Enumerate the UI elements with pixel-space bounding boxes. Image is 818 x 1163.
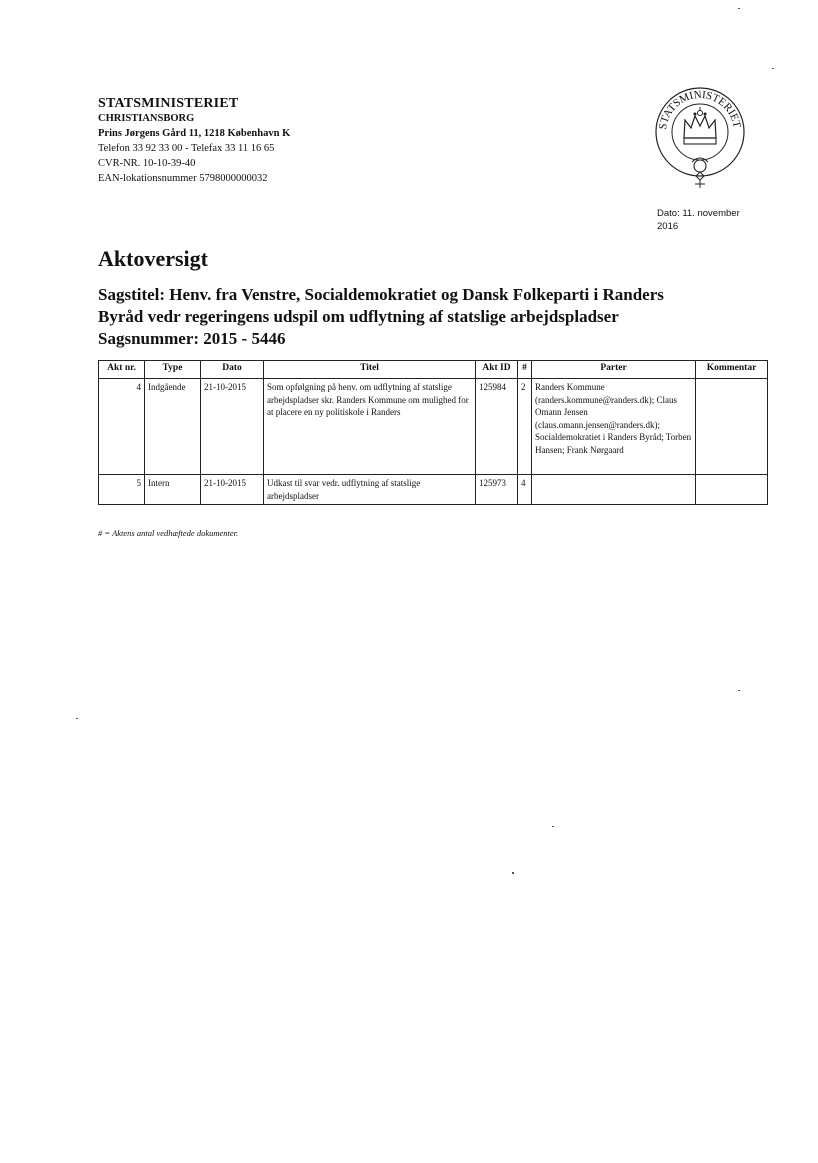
seal-text: STATSMINISTERIET (657, 88, 743, 131)
cell-count: 2 (518, 379, 532, 475)
table-row (99, 475, 768, 505)
cell-parter: Randers Kommune (randers.kommune@randers.dk); Claus Omann Jensen (claus.omann.jensen@randers.dk); Socialdemokratiet i Randers Byråd; Torben Hansen; Frank Nørgaard (532, 379, 696, 475)
cell-akt-id: 125984 (476, 379, 518, 475)
cell-dato: 21-10-2015 (201, 475, 264, 505)
cell-akt-id: 125973 (476, 475, 518, 505)
table-header-row (99, 361, 768, 379)
cell-akt-nr: 5 (99, 475, 145, 505)
column-header-type: Type (145, 361, 201, 379)
date-line: Dato: 11. november (657, 208, 740, 219)
organization-ean: EAN-lokationsnummer 5798000000032 (98, 173, 268, 184)
scan-speck (772, 68, 774, 69)
cell-titel: Udkast til svar vedr. udflytning af statslige arbejdspladser (264, 475, 476, 505)
letterhead (98, 96, 290, 186)
organization-name: STATSMINISTERIET (98, 96, 239, 111)
crown-seal-icon (654, 86, 746, 192)
column-header-titel: Titel (264, 361, 476, 379)
scan-speck (512, 872, 514, 874)
table-footnote: # = Aktens antal vedhæftede dokumenter. (98, 528, 239, 538)
case-number: Sagsnummer: 2015 - 5446 (98, 329, 286, 348)
cell-type: Indgående (145, 379, 201, 475)
acts-table (98, 360, 768, 505)
case-title-line2: Byråd vedr regeringens udspil om udflytning af statslige arbejdspladser (98, 307, 619, 326)
column-header-parter: Parter (532, 361, 696, 379)
organization-place: CHRISTIANSBORG (98, 113, 195, 124)
document-date (657, 207, 767, 233)
table-row (99, 379, 768, 475)
column-header-akt-nr: Akt nr. (99, 361, 145, 379)
cell-kommentar (696, 475, 768, 505)
scan-speck (738, 690, 740, 691)
cell-type: Intern (145, 475, 201, 505)
case-title-line1: Sagstitel: Henv. fra Venstre, Socialdemokratiet og Dansk Folkeparti i Randers (98, 285, 664, 304)
cell-count: 4 (518, 475, 532, 505)
cell-titel: Som opfølgning på henv. om udflytning af statslige arbejdspladser skr. Randers Kommune om mulighed for at placere en ny politiskole i Randers (264, 379, 476, 475)
scan-speck (552, 826, 554, 827)
date-year: 2016 (657, 221, 679, 232)
cell-akt-nr: 4 (99, 379, 145, 475)
cell-dato: 21-10-2015 (201, 379, 264, 475)
case-info (98, 284, 798, 350)
column-header-count: # (518, 361, 532, 379)
column-header-dato: Dato (201, 361, 264, 379)
column-header-kommentar: Kommentar (696, 361, 768, 379)
cell-kommentar (696, 379, 768, 475)
scan-speck (76, 718, 78, 719)
scan-speck (738, 8, 740, 9)
cell-parter (532, 475, 696, 505)
organization-cvr: CVR-NR. 10-10-39-40 (98, 158, 196, 169)
organization-phone: Telefon 33 92 33 00 - Telefax 33 11 16 65 (98, 143, 275, 154)
column-header-akt-id: Akt ID (476, 361, 518, 379)
organization-address: Prins Jørgens Gård 11, 1218 København K (98, 128, 291, 139)
page-title: Aktoversigt (98, 246, 208, 271)
